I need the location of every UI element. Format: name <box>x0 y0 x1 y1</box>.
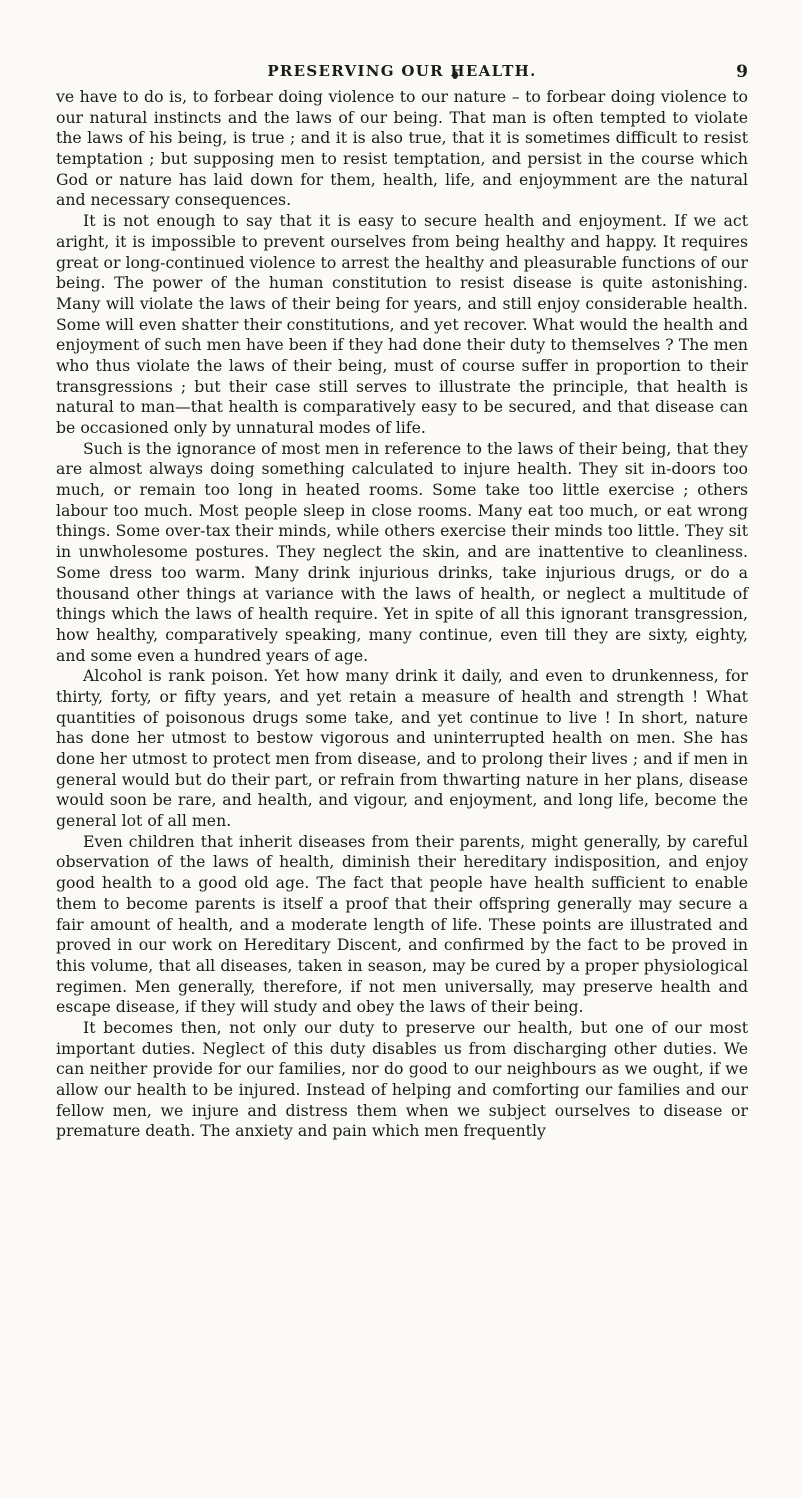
body-text <box>56 87 748 1142</box>
paragraph: It is not enough to say that it is easy to secure health and enjoyment. If we act aright, it is impossible to prevent ourselves from being healthy and happy. It requires great or long-continued violence to arrest the healthy and pleasurable functions of our being. The power of the human constitution to resist disease is quite astonishing. Many will violate the laws of their being for years, and still enjoy considerable health. Some will even shatter their constitutions, and yet recover. What would the health and enjoyment of such men have been if they had done their duty to themselves ? The men who thus violate the laws of their being, must of course suffer in proportion to their transgressions ; but their case still serves to illustrate the principle, that health is natural to man—that health is comparatively easy to be secured, and that disease can be occasioned only by unnatural modes of life. <box>56 211 748 437</box>
paragraph: Alcohol is rank poison. Yet how many drink it daily, and even to drunkenness, for thirty, forty, or fifty years, and yet retain a measure of health and strength ! What quantities of poisonous drugs some take, and yet continue to live ! In short, nature has done her utmost to bestow vigorous and uninterrupted health on men. She has done her utmost to protect men from disease, and to prolong their lives ; and if men in general would but do their part, or refrain from thwarting nature in her plans, disease would soon be rare, and health, and vigour, and enjoyment, and long life, become the general lot of all men. <box>56 666 748 831</box>
paragraph: ve have to do is, to forbear doing violence to our nature – to forbear doing violence to our natural instincts and the laws of our being. That man is often tempted to violate the laws of his being, is true ; and it is also true, that it is sometimes difficult to resist temptation ; but supposing men to resist temptation, and persist in the course which God or nature has laid down for them, health, life, and enjoymment are the natural and necessary consequences. <box>56 87 748 210</box>
paragraph: It becomes then, not only our duty to preserve our health, but one of our most important duties. Neglect of this duty disables us from discharging other duties. We can neither provide for our families, nor do good to our neighbours as we ought, if we allow our health to be injured. Instead of helping and comforting our families and our fellow men, we injure and distress them when we subject ourselves to disease or premature death. The anxiety and pain which men frequently <box>56 1017 748 1141</box>
page-number: 9 <box>736 62 748 82</box>
paragraph: Even children that inherit diseases from their parents, might generally, by careful observation of the laws of health, diminish their hereditary indisposition, and enjoy good health to a good old age. The fact that people have health sufficient to enable them to become parents is itself a proof that their offspring generally may secure a fair amount of health, and a moderate length of life. These points are illustrated and proved in our work on Hereditary Discent, and confirmed by the fact to be proved in this volume, that all diseases, taken in season, may be cured by a proper physiological regimen. Men generally, therefore, if not men universally, may preserve health and escape disease, if they will study and obey the laws of their being. <box>56 831 748 1017</box>
running-head: PRESERVING OUR HEALTH. <box>267 62 537 80</box>
page-header <box>56 62 748 86</box>
paragraph: Such is the ignorance of most men in reference to the laws of their being, that they are almost always doing something calculated to injure health. They sit in-doors too much, or remain too long in heated rooms. Some take too little exercise ; others labour too much. Most people sleep in close rooms. Many eat too much, or eat wrong things. Some over-tax their minds, while others exercise their minds too little. They sit in unwholesome postures. They neglect the skin, and are inattentive to cleanliness. Some dress too warm. Many drink injurious drinks, take injurious drugs, or do a thousand other things at variance with the laws of health, or neglect a multitude of things which the laws of health require. Yet in spite of all this ignorant transgression, how healthy, comparatively speaking, many continue, even till they are sixty, eighty, and some even a hundred years of age. <box>56 438 748 665</box>
